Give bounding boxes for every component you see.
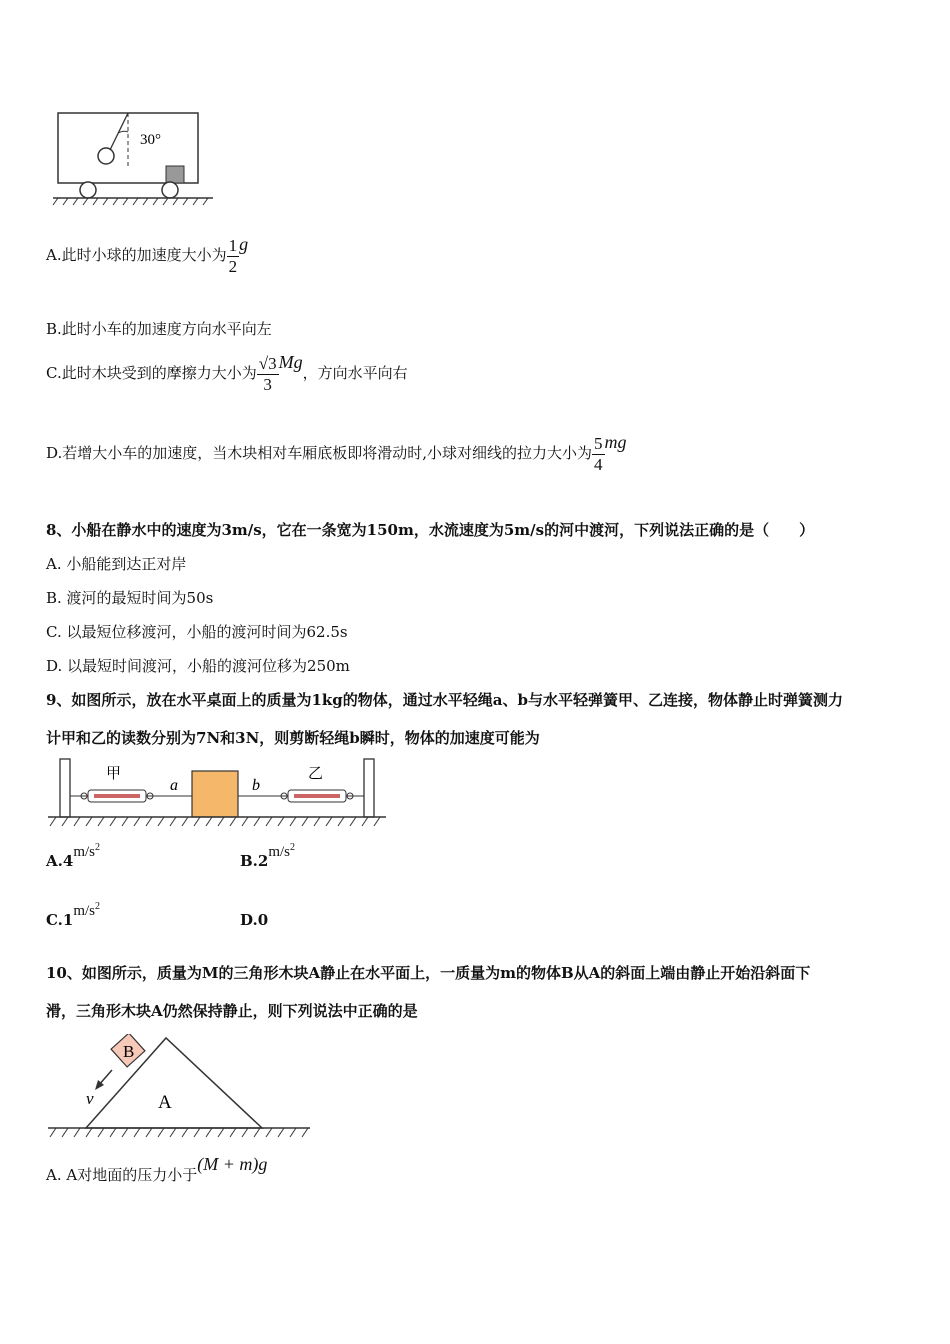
q9-option-a <box>46 842 100 871</box>
unit <box>73 844 100 860</box>
option-text: A.4 <box>46 852 74 870</box>
math-expr: (M + m)g <box>197 1154 268 1174</box>
frac-den: 2 <box>228 256 238 276</box>
q7-option-b <box>46 318 272 339</box>
q7-option-c <box>46 354 408 394</box>
frac-den: 4 <box>594 454 603 474</box>
option-text: 此时小球的加速度大小为 <box>61 246 227 265</box>
fraction <box>227 236 240 276</box>
unit-base: m/s <box>268 844 291 860</box>
frac-num: 1 <box>228 236 238 255</box>
math-var: g <box>239 234 249 255</box>
wedge-a-label: A <box>158 1092 172 1113</box>
option-text: B.2 <box>240 852 269 870</box>
q9-stem-line2: 计甲和乙的读数分别为7N和3N，则剪断轻绳b瞬时，物体的加速度可能为 <box>46 729 540 747</box>
fraction <box>257 354 279 394</box>
math-var: mg <box>604 432 627 453</box>
option-text: C.1 <box>46 911 74 929</box>
unit-exp: 2 <box>95 901 101 912</box>
angle-label: 30° <box>140 132 161 148</box>
cart-pendulum-figure <box>48 108 218 208</box>
unit-base: m/s <box>73 903 96 919</box>
q10-stem-line2: 滑，三角形木块A仍然保持静止，则下列说法中正确的是 <box>46 1002 418 1020</box>
unit <box>73 903 100 919</box>
q9-stem-line1: 9、如图所示，放在水平桌面上的质量为1kg的物体，通过水平轻绳a、b与水平轻弹簧甲、乙连接，物体静止时弹簧测力 <box>46 691 843 709</box>
wedge-figure <box>46 1034 314 1146</box>
unit <box>268 844 295 860</box>
block-b-label: B <box>123 1042 135 1061</box>
frac-den: 3 <box>257 374 279 395</box>
option-text: 此时木块受到的摩擦力大小为 <box>61 364 257 383</box>
option-label: B. <box>46 320 62 338</box>
q8-option-d: D. 以最短时间渡河，小船的渡河位移为250m <box>46 657 350 675</box>
q8-stem: 8、小船在静水中的速度为3m/s，它在一条宽为150m，水流速度为5m/s的河中渡河，下列说法正确的是（ ） <box>46 521 815 539</box>
unit-base: m/s <box>73 844 95 860</box>
option-text: A. A对地面的压力小于 <box>46 1166 198 1184</box>
spring-left-label: 甲 <box>106 766 122 782</box>
option-label: C. <box>46 364 62 383</box>
rope-b-label: b <box>252 777 260 794</box>
unit-exp: 2 <box>95 842 100 853</box>
option-text: 若增大小车的加速度，当木块相对车厢底板即将滑动时,小球对细线的拉力大小为 <box>62 444 593 463</box>
q8-option-a: A. 小船能到达正对岸 <box>46 555 187 573</box>
unit-exp: 2 <box>290 842 296 853</box>
option-text: 此时小车的加速度方向水平向左 <box>61 320 272 338</box>
q10-stem-line1: 10、如图所示，质量为M的三角形木块A静止在水平面上，一质量为m的物体B从A的斜面上端由静止开始沿斜面下 <box>46 964 811 982</box>
frac-num: √3 <box>258 354 277 373</box>
frac-num: 5 <box>594 434 603 453</box>
q7-option-a <box>46 236 248 276</box>
q8-option-c: C. 以最短位移渡河，小船的渡河时间为62.5s <box>46 623 348 641</box>
option-label: D. <box>46 444 63 463</box>
velocity-label: v <box>86 1089 94 1108</box>
q9-option-c <box>46 901 101 930</box>
q7-option-d <box>46 434 627 474</box>
rope-a-label: a <box>170 777 178 794</box>
q8-option-b: B. 渡河的最短时间为50s <box>46 589 214 607</box>
q10-option-a <box>46 1154 268 1185</box>
q9-option-d: D.0 <box>240 911 269 929</box>
option-tail: ，方向水平向右 <box>302 364 408 383</box>
option-label: A. <box>46 246 62 265</box>
q9-option-b <box>240 842 296 871</box>
spring-scale-figure <box>46 756 391 830</box>
math-var: Mg <box>278 352 303 373</box>
fraction <box>592 434 605 474</box>
spring-right-label: 乙 <box>308 766 324 782</box>
